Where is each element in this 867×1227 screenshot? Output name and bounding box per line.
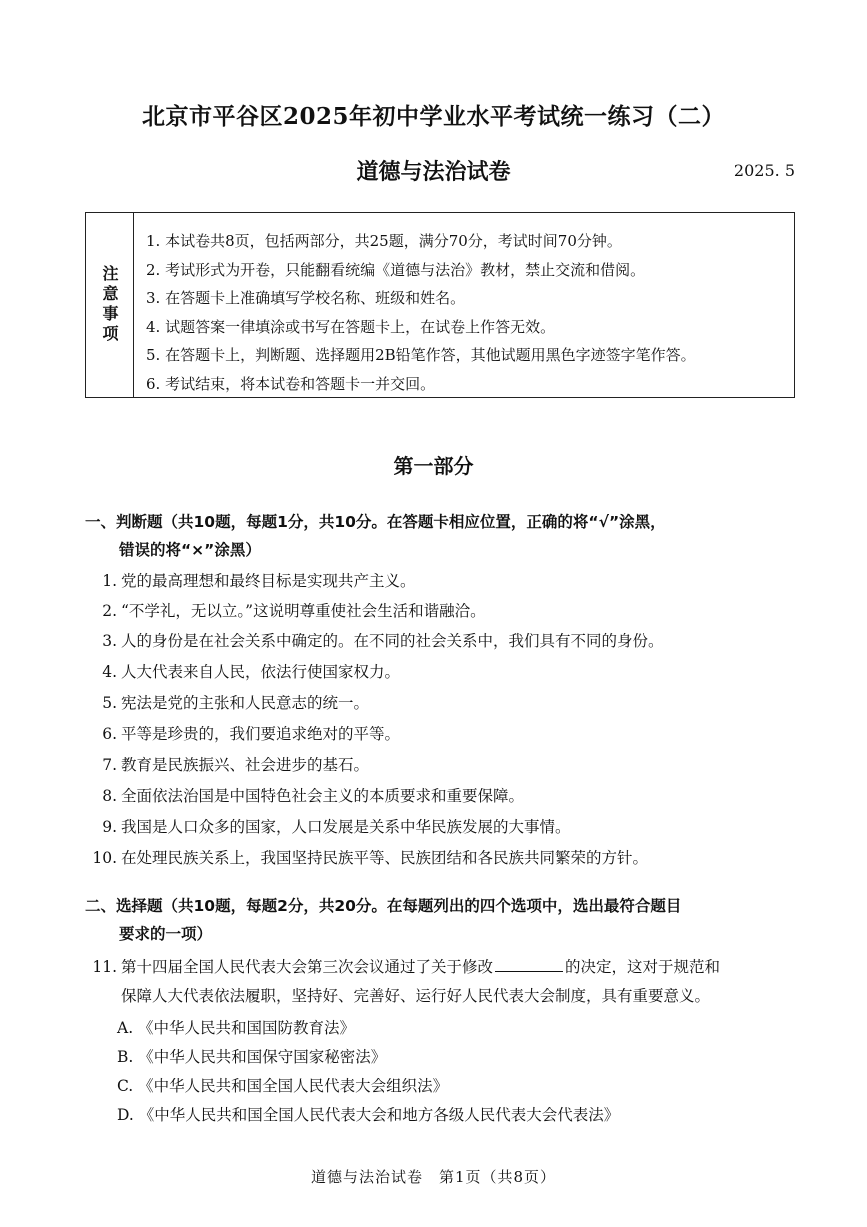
section2-heading-line2: 要求的一项） — [119, 925, 213, 943]
notice-label-text: 注意事项 — [100, 265, 119, 345]
question-text: 人的身份是在社会关系中确定的。在不同的社会关系中，我们具有不同的身份。 — [121, 632, 664, 650]
question — [85, 720, 805, 749]
question-11 — [85, 953, 805, 1011]
notice-item: 4. 试题答案一律填涂或书写在答题卡上，在试卷上作答无效。 — [146, 317, 556, 336]
question-text: 平等是珍贵的，我们要追求绝对的平等。 — [121, 725, 401, 743]
option-b: B. 《中华人民共和国保守国家秘密法》 — [117, 1048, 387, 1066]
option-c: C. 《中华人民共和国全国人民代表大会组织法》 — [117, 1077, 449, 1095]
section1-heading-line1: 一、判断题（共10题，每题1分，共10分。在答题卡相应位置，正确的将“√”涂黑， — [85, 513, 666, 531]
question-text: 党的最高理想和最终目标是实现共产主义。 — [121, 572, 416, 590]
question-text: 人大代表来自人民，依法行使国家权力。 — [121, 663, 401, 681]
question-number: 2. — [102, 602, 117, 620]
part-title: 第一部分 — [393, 454, 474, 478]
question-text-before: 第十四届全国人民代表大会第三次会议通过了关于修改 — [121, 958, 494, 976]
question-number: 10. — [92, 849, 117, 867]
question-number: 4. — [102, 663, 117, 681]
question-number: 11. — [92, 958, 117, 976]
section1-heading-line2: 错误的将“×”涂黑） — [119, 541, 261, 559]
page-footer: 道德与法治试卷 第1页（共8页） — [310, 1168, 557, 1186]
answer-blank — [495, 957, 563, 972]
question — [85, 567, 805, 596]
notice-box — [85, 212, 795, 398]
notice-item: 1. 本试卷共8页，包括两部分，共25题，满分70分，考试时间70分钟。 — [146, 232, 622, 250]
question-number: 8. — [102, 787, 117, 805]
question-number: 6. — [102, 725, 117, 743]
question — [85, 813, 805, 842]
question — [85, 844, 805, 873]
question — [85, 597, 805, 626]
notice-item: 2. 考试形式为开卷，只能翻看统编《道德与法治》教材，禁止交流和借阅。 — [146, 260, 646, 279]
notice-label — [86, 213, 134, 397]
exam-subtitle: 道德与法治试卷 — [356, 159, 511, 185]
question-text: 我国是人口众多的国家，人口发展是关系中华民族发展的大事情。 — [121, 818, 571, 836]
section1-heading — [85, 508, 800, 564]
question-number: 1. — [102, 572, 117, 590]
question-text: 在处理民族关系上，我国坚持民族平等、民族团结和各民族共同繁荣的方针。 — [121, 849, 649, 867]
question-number: 3. — [102, 632, 117, 650]
notice-item: 6. 考试结束，将本试卷和答题卡一并交回。 — [146, 374, 436, 393]
option-a: A. 《中华人民共和国国防教育法》 — [117, 1019, 356, 1037]
section2-heading-line1: 二、选择题（共10题，每题2分，共20分。在每题列出的四个选项中，选出最符合题目 — [85, 897, 682, 915]
question-text: “不学礼，无以立。”这说明尊重使社会生活和谐融洽。 — [121, 602, 486, 620]
question — [85, 782, 805, 811]
notice-item: 5. 在答题卡上，判断题、选择题用2B铅笔作答，其他试题用黑色字迹签字笔作答。 — [146, 346, 696, 364]
question-number: 9. — [102, 818, 117, 836]
exam-title: 北京市平谷区2025年初中学业水平考试统一练习（二） — [141, 103, 725, 130]
exam-date: 2025. 5 — [733, 161, 795, 180]
question-text: 教育是民族振兴、社会进步的基石。 — [121, 756, 370, 774]
notice-item: 3. 在答题卡上准确填写学校名称、班级和姓名。 — [146, 289, 466, 307]
notice-list — [146, 227, 788, 398]
question — [85, 658, 805, 687]
question-text: 宪法是党的主张和人民意志的统一。 — [121, 694, 370, 712]
question-text-after: 的决定，这对于规范和 — [565, 958, 721, 976]
question — [85, 627, 805, 656]
question-text: 全面依法治国是中国特色社会主义的本质要求和重要保障。 — [121, 787, 525, 805]
section2-heading — [85, 892, 800, 948]
question-number: 5. — [102, 694, 117, 712]
question — [85, 751, 805, 780]
option-d: D. 《中华人民共和国全国人民代表大会和地方各级人民代表大会代表法》 — [117, 1106, 620, 1124]
question-number: 7. — [102, 756, 117, 774]
question-text-line2: 保障人大代表依法履职，坚持好、完善好、运行好人民代表大会制度，具有重要意义。 — [121, 987, 711, 1005]
question — [85, 689, 805, 718]
